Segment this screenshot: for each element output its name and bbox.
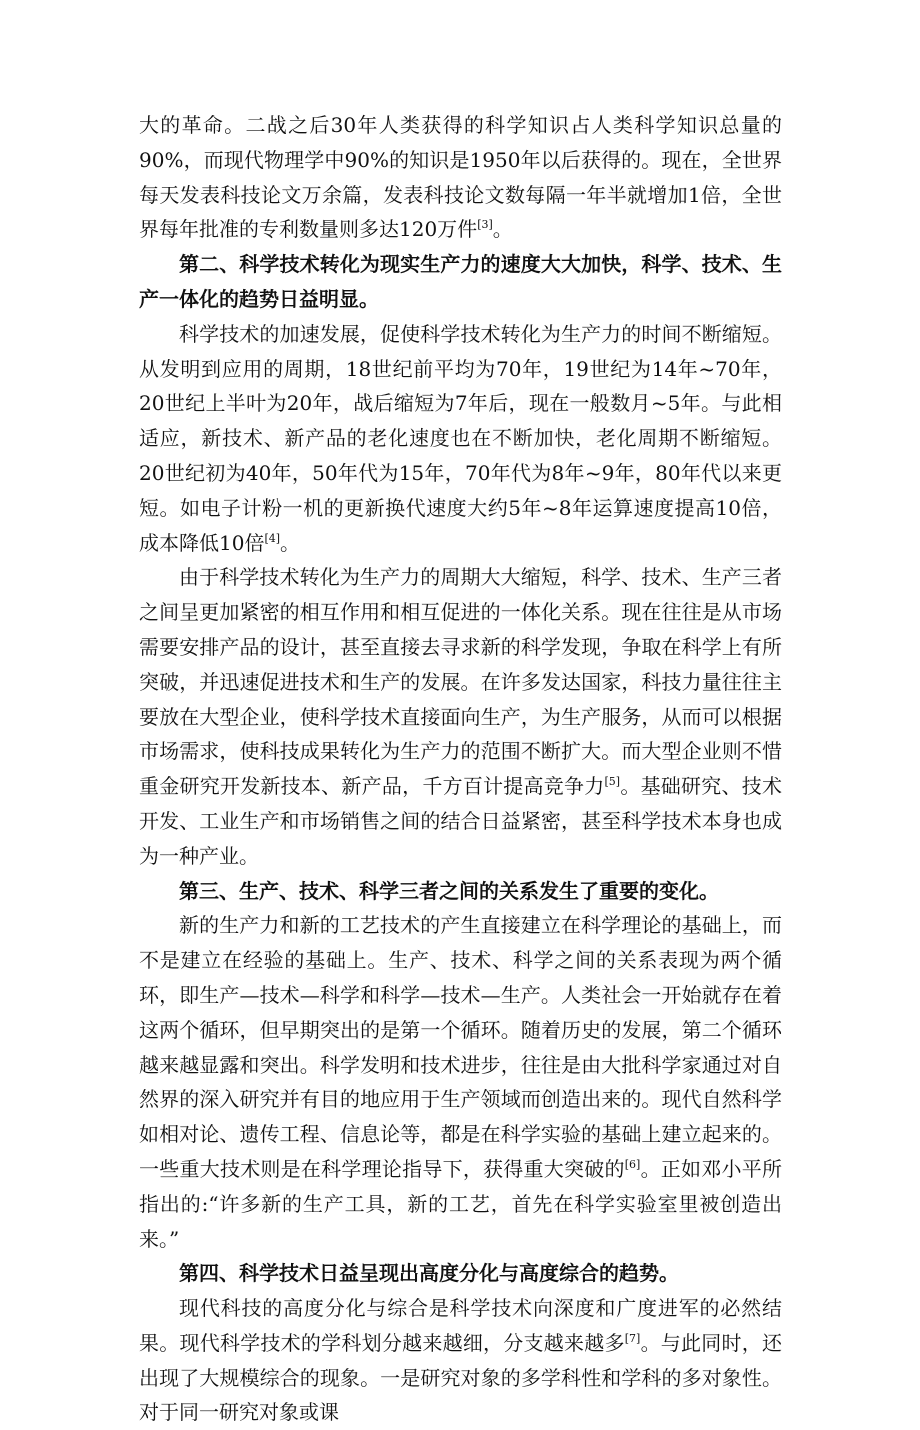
section-heading-2: [139, 247, 782, 317]
paragraph: [139, 1291, 782, 1430]
paragraph-text: 由于科学技术转化为生产力的周期大大缩短，科学、技术、生产三者之间呈更加紧密的相互作用和相互促进的一体化关系。现在往往是从市场需要安排产品的设计，甚至直接去寻求新的科学发现，争取在科学上有所突破，并迅速促进技术和生产的发展。在许多发达国家，科技力量往往主要放在大型企业，使科学技术直接面向生产，为生产服务，从而可以根据市场需求，使科技成果转化为生产力的范围不断扩大。而大型企业则不惜重金研究开发新技本、新产品，千方百计提高竞争力: [139, 565, 782, 799]
citation-ref: [3]: [477, 218, 493, 232]
paragraph-text: 新的生产力和新的工艺技术的产生直接建立在科学理论的基础上，而不是建立在经验的基础上。生产、技术、科学之间的关系表现为两个循环，即生产—技术—科学和科学—技术—生产。人类社会一开始就存在着这两个循环，但早期突出的是第一个循环。随着历史的发展，第二个循环越来越显露和突出。科学发明和技术进步，往往是由大批科学家通过对自然界的深入研究并有目的地应用于生产领域而创造出来的。现代自然科学如相对论、遗传工程、信息论等，都是在科学实验的基础上建立起来的。一些重大技术则是在科学理论指导下，获得重大突破的: [139, 913, 782, 1181]
paragraph-continuation: [139, 108, 782, 247]
paragraph: [139, 560, 782, 873]
citation-ref: [7]: [624, 1331, 641, 1345]
heading-text: 第二、科学技术转化为现实生产力的速度大大加快，科学、技术、生产一体化的趋势日益明显。: [139, 252, 782, 311]
citation-ref: [5]: [604, 775, 621, 789]
citation-ref: [4]: [264, 531, 281, 545]
section-heading-3: [139, 874, 782, 909]
citation-ref: [6]: [624, 1157, 641, 1171]
section-heading-4: [139, 1256, 782, 1291]
paragraph-text: 现代科技的高度分化与综合是科学技术向深度和广度进军的必然结果。现代科学技术的学科划分越来越细，分支越来越多: [139, 1296, 782, 1355]
paragraph-tail: 。正如邓小平所指出的:“许多新的生产工具，新的工艺，首先在科学实验室里被创造出来。”: [139, 1156, 783, 1251]
paragraph-text: 科学技术的加速发展，促使科学技术转化为生产力的时间不断缩短。从发明到应用的周期，18世纪前平均为70年，19世纪为14年~70年，20世纪上半叶为20年，战后缩短为7年后，现在一般数月~5年。与此相适应，新技术、新产品的老化速度也在不断加快，老化周期不断缩短。20世纪初为40年，50年代为15年，70年代为8年~9年，80年代以来更短。如电子计粉一机的更新换代速度大约5年~8年运算速度提高10倍，成本降低10倍: [139, 321, 782, 555]
heading-text: 第四、科学技术日益呈现出高度分化与高度综合的趋势。: [179, 1261, 679, 1286]
paragraph-tail: 。与此同时，还出现了大规模综合的现象。一是研究对象的多学科性和学科的多对象性。对于同一研究对象或课: [139, 1330, 783, 1425]
paragraph: [139, 317, 782, 561]
document-page: [139, 108, 782, 1430]
paragraph-tail: 。基础研究、技术开发、工业生产和市场销售之间的结合日益紧密，甚至科学技术本身也成为一种产业。: [139, 774, 783, 868]
paragraph-tail: 。: [492, 217, 513, 242]
heading-text: 第三、生产、技术、科学三者之间的关系发生了重要的变化。: [179, 878, 719, 903]
paragraph-tail: 。: [280, 530, 301, 555]
paragraph-text: 大的革命。二战之后30年人类获得的科学知识占人类科学知识总量的90%，而现代物理学中90%的知识是1950年以后获得的。现在，全世界每天发表科技论文万余篇，发表科技论文数每隔一年半就增加1倍，全世界每年批准的专利数量则多达120万件: [139, 113, 782, 242]
paragraph: [139, 908, 782, 1256]
